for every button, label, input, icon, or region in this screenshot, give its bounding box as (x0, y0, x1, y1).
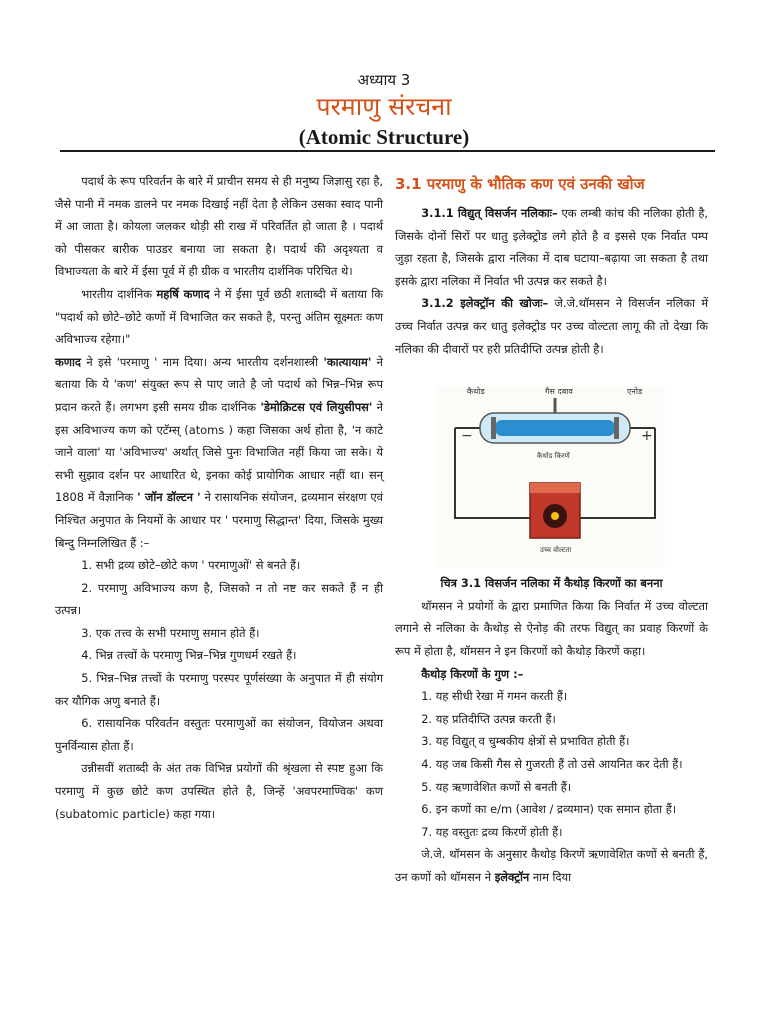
list-item: 5. यह ऋणावेशित कणों से बनती हैं। (421, 779, 572, 794)
katyayan-name: 'कात्यायाम' (323, 354, 372, 369)
discharge-tube-paragraph: 3.1.1 विद्युत् विसर्जन नलिकाः– एक लम्बी कांच की नलिका होती है, जिसके दोनों सिरों पर धातु इलेक्ट्रोड लगे होते है व इससे एक निर्वात पम्प जुड़ा रहता है, जिसके द्वारा नलिका में दाब घटाया–बढ़ाया जा सकता है तथा इसके द्वारा नलिका में निर्वात भी उत्पन्न कर सकते है। (395, 206, 708, 288)
chapter-label: अध्याय 3 (357, 71, 411, 89)
democritus-name: 'डेमोक्रिटस एवं लियुसीपस' (260, 399, 373, 414)
list-item: 4. भिन्न तत्त्वों के परमाणु भिन्न–भिन्न गुणधर्म रखते हैं। (81, 648, 297, 663)
anode-electrode (614, 417, 619, 439)
list-item: 6. इन कणों का e/m (आवेश / द्रव्यमान) एक समान होता हैं। (421, 802, 677, 817)
list-item: 2. यह प्रतिदीप्ति उत्पन्न करती हैं। (421, 711, 556, 726)
kanad-name: महर्षि कणाद (156, 286, 210, 301)
list-item: 7. यह वस्तुतः द्रव्य किरणें होती हैं। (421, 824, 563, 839)
cathode-ray-beam (495, 420, 615, 436)
left-column (55, 170, 383, 825)
right-column (395, 170, 708, 888)
cathode-electrode (491, 417, 496, 439)
list-item: 4. यह जब किसी गैस से गुजरती हैं तो उसे आयनित कर देती हैं। (421, 756, 683, 771)
electron-paragraph: जे.जे. थॉमसन के अनुसार कैथोड़ किरणें ऋणावेशित कणों से बनती हैं, उन कणों को थॉमसन ने इलेक्ट्रॉन नाम दिया (395, 847, 708, 884)
subsection-heading: 3.1.2 इलेक्ट्रॉन की खोजः– (421, 296, 549, 311)
chapter-title: परमाणु संरचना (316, 92, 452, 121)
label-anode: एनोड (627, 387, 643, 397)
subatomic-paragraph: उन्नीसवीं शताब्दी के अंत तक विभिन्न प्रयोगों की श्रृंखला से स्पष्ट हुआ कि परमाणु में कुछ छोटे कण उपस्थित होते है, जिन्हें 'अवपरमाण्विक' कण (subatomic particle) कहा गया। (55, 761, 383, 821)
electron-term: इलेक्ट्रॉन (494, 869, 530, 884)
discharge-tube-figure (395, 368, 708, 568)
plus-sign: + (641, 428, 653, 445)
list-item: 2. परमाणु अविभाज्य कण है, जिसको न तो नष्ट कर सकते हैं न ही उत्पन्न। (55, 580, 383, 618)
label-cathode: कैथोड (467, 387, 485, 397)
label-gas: गैस दबाव (545, 387, 573, 397)
figure-caption: चित्र 3.1 विसर्जन नलिका में कैथोड़ किरणों का बनना (440, 576, 663, 591)
electron-discovery-paragraph: 3.1.2 इलेक्ट्रॉन की खोजः– जे.जे.थॉमसन ने विसर्जन नलिका में उच्च निर्वात उत्पन्न कर धातु इलेक्ट्रोड पर उच्च वोल्टता लागू की तो देखा कि नलिका की दीवारों पर हरी प्रतिदीप्ति उत्पन्न होती है। (395, 296, 709, 356)
properties-heading: कैथोड़ किरणों के गुण :– (421, 666, 524, 681)
section-heading: 3.1 परमाणु के भौतिक कण एवं उनकी खोज (395, 175, 645, 193)
intro-paragraph: पदार्थ के रूप परिवर्तन के बारे में प्राचीन समय से ही मनुष्य जिज्ञासु रहा है, जैसे पानी में नमक डालने पर नमक दिखाई नहीं देता है लेकिन उसका स्वाद पानी में आ जाता है। कोयला जलकर थोड़ी सी राख में परिवर्तित हो जाता है । पदार्थ को पीसकर बारीक पाउडर बनाया जा सकता है। पदार्थ की अदृश्यता व विभाज्यता के बारे में ईसा पूर्व में ही ग्रीक व भारतीय दार्शनिक परिचित थे। (55, 174, 384, 279)
page-header (0, 70, 768, 150)
discharge-tube-diagram (395, 368, 708, 568)
history-paragraph: भारतीय दार्शनिक महर्षि कणाद ने में ईसा पूर्व छठी शताब्दी में बताया कि "पदार्थ को छोटे–छोटे कणों में विभाजित कर सकते है, परन्तु अंतिम सूक्ष्मतः कण अविभाज्य रहेगा।" कणाद ने इसे 'परमाणु ' नाम दिया। अन्य भारतीय दर्शनशास्त्री 'कात्यायाम' ने बताया कि ये 'कण' संयुक्त रूप से पाए जाते है जो पदार्थ को भिन्न–भिन्न रूप प्रदान करते हैं। लगभग इसी समय ग्रीक दार्शनिक 'डेमोक्रिटस एवं लियुसीपस' ने इस अविभाज्य कण को एटॅम्स् (atoms ) कहा जिसका अर्थ होता है, 'न काटे जाने वाला' या 'अविभाज्य' अर्थात् जिसे पुनः विभाजित नहीं किया जा सके। ये सभी सुझाव दर्शन पर आधारित थे, इनका कोई प्रायोगिक आधार नहीं था। सन् 1808 में वैज्ञानिक ' जॉन डॉल्टन ' ने रासायनिक संयोजन, द्रव्यमान संरक्षण एवं निश्चित अनुपात के नियमों के आधार पर ' परमाणु सिद्धान्त' दिया, जिसके मुख्य बिन्दु निम्नलिखित हैं :– (55, 286, 383, 550)
list-item: 3. एक तत्त्व के सभी परमाणु समान होते हैं। (81, 625, 260, 640)
list-item: 6. रासायनिक परिवर्तन वस्तुतः परमाणुओं का संयोजन, वियोजन अथवा पुनर्विन्यास होता हैं। (55, 716, 383, 753)
list-item: 3. यह विद्युत् व चुम्बकीय क्षेत्रों से प्रभावित होती हैं। (421, 734, 630, 749)
label-supply: उच्च वोल्टता (540, 546, 572, 555)
list-item: 5. भिन्न–भिन्न तत्त्वों के परमाणु परस्पर पूर्णसंख्या के अनुपात में ही संयोग कर यौगिक अणु बनाते हैं। (55, 671, 383, 708)
dalton-name: ' जॉन डॉल्टन ' (137, 490, 201, 505)
thomson-paragraph: थॉमसन ने प्रयोगों के द्वारा प्रमाणित किया कि निर्वात में उच्च वोल्टता लगाने से नलिका के कैथोड़ से ऐनोड़ की तरफ विद्युत् का प्रवाह किरणों के रूप में होता है, थॉमसन ने इन किरणों को कैथोड़ किरणें कहा। (395, 598, 708, 658)
list-item: 1. सभी द्रव्य छोटे–छोटे कण ' परमाणुओं' से बनते हैं। (81, 558, 301, 573)
header-rule (60, 150, 715, 152)
label-rays: कैथोड किरणें (537, 452, 570, 461)
minus-sign: − (461, 428, 473, 445)
chapter-subtitle: (Atomic Structure) (298, 125, 470, 149)
subsection-heading: 3.1.1 विद्युत् विसर्जन नलिकाः– (421, 206, 558, 220)
list-item: 1. यह सीधी रेखा में गमन करती हैं। (421, 689, 568, 704)
kanad-name-2: कणाद (55, 354, 81, 369)
